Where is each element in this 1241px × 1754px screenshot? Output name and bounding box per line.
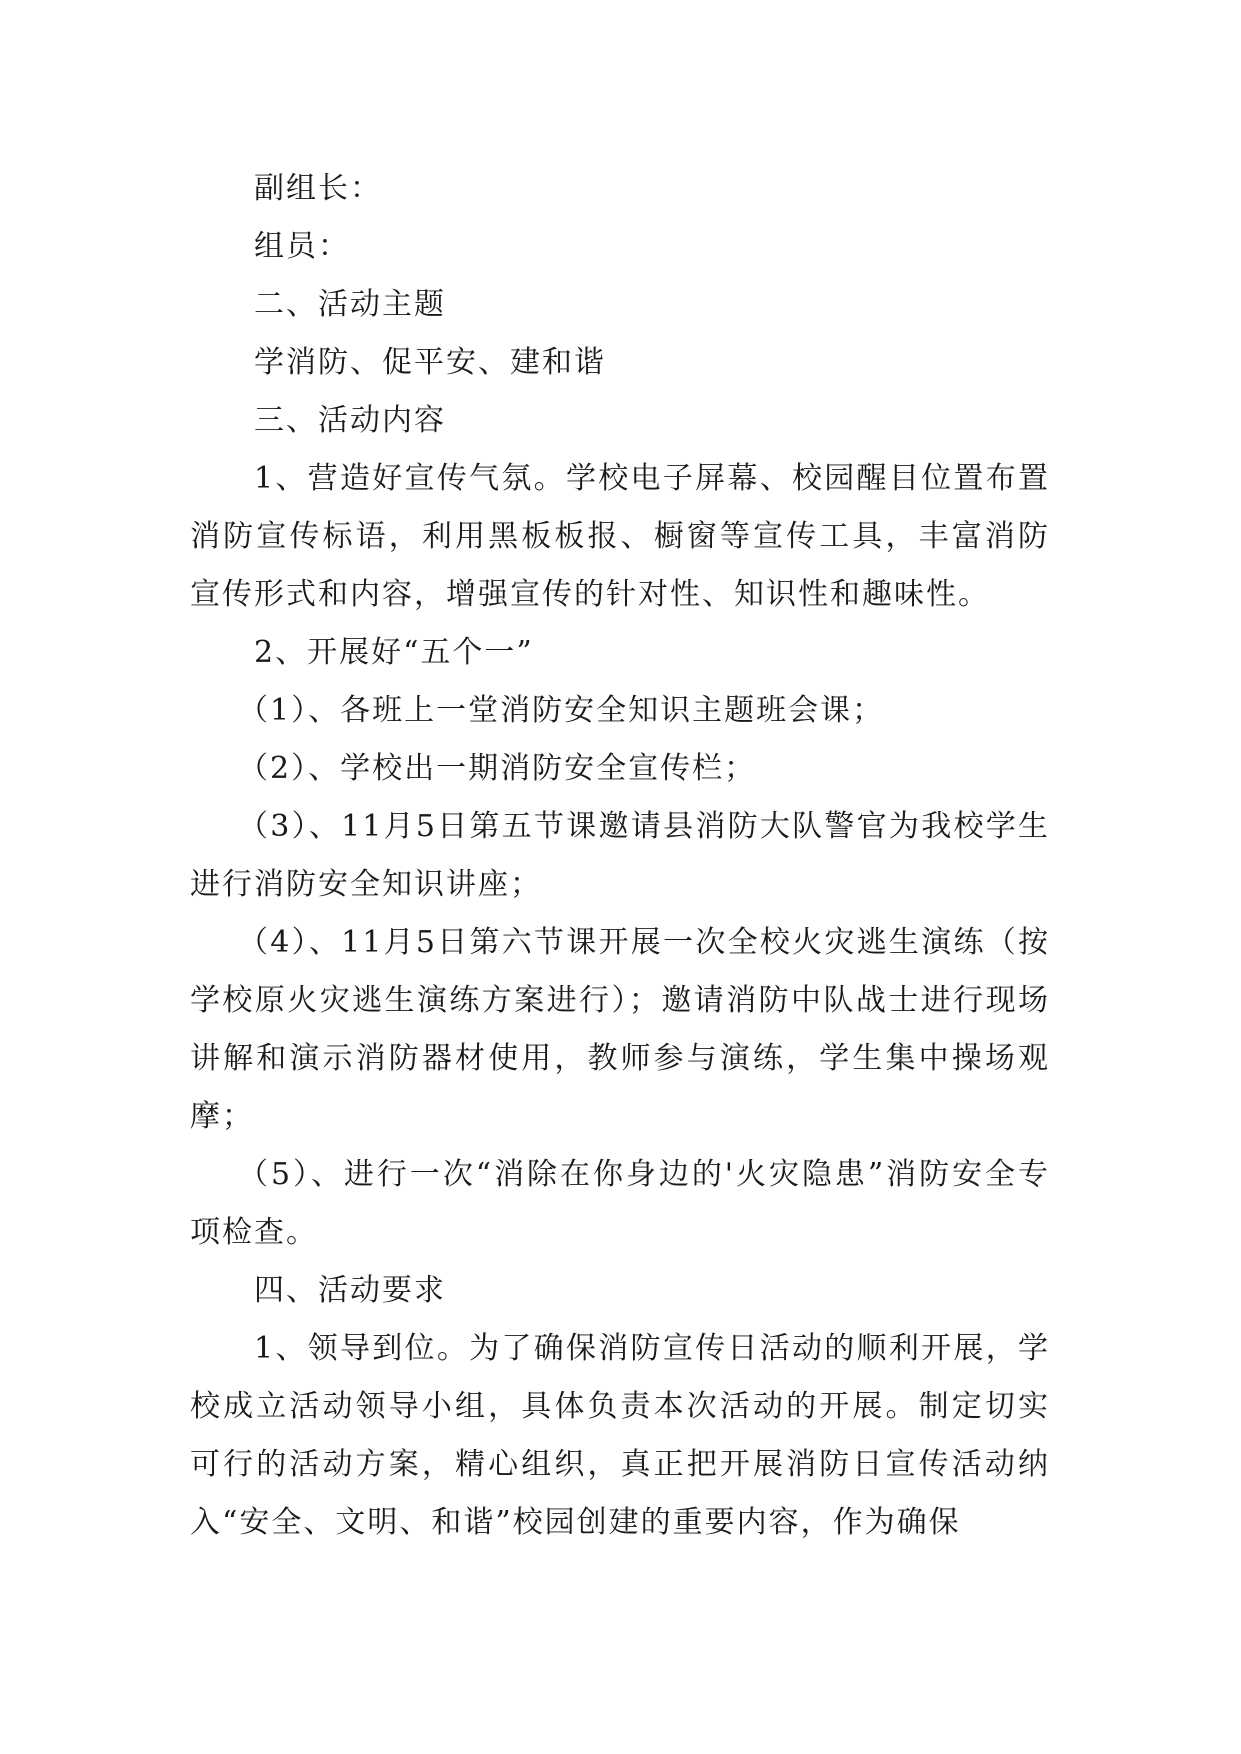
heading-activity-requirements: 四、活动要求 — [254, 1273, 446, 1308]
paragraph-members: 组员： — [254, 229, 350, 264]
paragraph-content-1: 1、营造好宣传气氛。学校电子屏幕、校园醒目位置布置消防宣传标语，利用黑板板报、橱窗等宣传工具，丰富消防宣传形式和内容，增强宣传的针对性、知识性和趣味性。 — [190, 461, 1050, 612]
paragraph-requirement-1: 1、领导到位。为了确保消防宣传日活动的顺利开展，学校成立活动领导小组，具体负责本次活动的开展。制定切实可行的活动方案，精心组织，真正把开展消防日宣传活动纳入“安全、文明、和谐”校园创建的重要内容，作为确保 — [190, 1331, 1050, 1540]
paragraph-deputy-leader: 副组长： — [254, 171, 382, 206]
paragraph-item-5: （5）、进行一次“消除在你身边的'火灾隐患”消防安全专项检查。 — [190, 1157, 1050, 1250]
document-body — [190, 160, 1050, 1552]
paragraph-item-3: （3）、11月5日第五节课邀请县消防大队警官为我校学生进行消防安全知识讲座； — [190, 809, 1050, 902]
paragraph-theme-text: 学消防、促平安、建和谐 — [254, 345, 606, 380]
heading-activity-content: 三、活动内容 — [254, 403, 446, 438]
heading-activity-theme: 二、活动主题 — [254, 287, 446, 322]
paragraph-item-4: （4）、11月5日第六节课开展一次全校火灾逃生演练（按学校原火灾逃生演练方案进行）；邀请消防中队战士进行现场讲解和演示消防器材使用，教师参与演练，学生集中操场观摩； — [190, 925, 1050, 1134]
paragraph-content-2: 2、开展好“五个一” — [254, 635, 534, 670]
paragraph-item-1: （1）、各班上一堂消防安全知识主题班会课； — [238, 693, 885, 728]
paragraph-item-2: （2）、学校出一期消防安全宣传栏； — [238, 751, 757, 786]
